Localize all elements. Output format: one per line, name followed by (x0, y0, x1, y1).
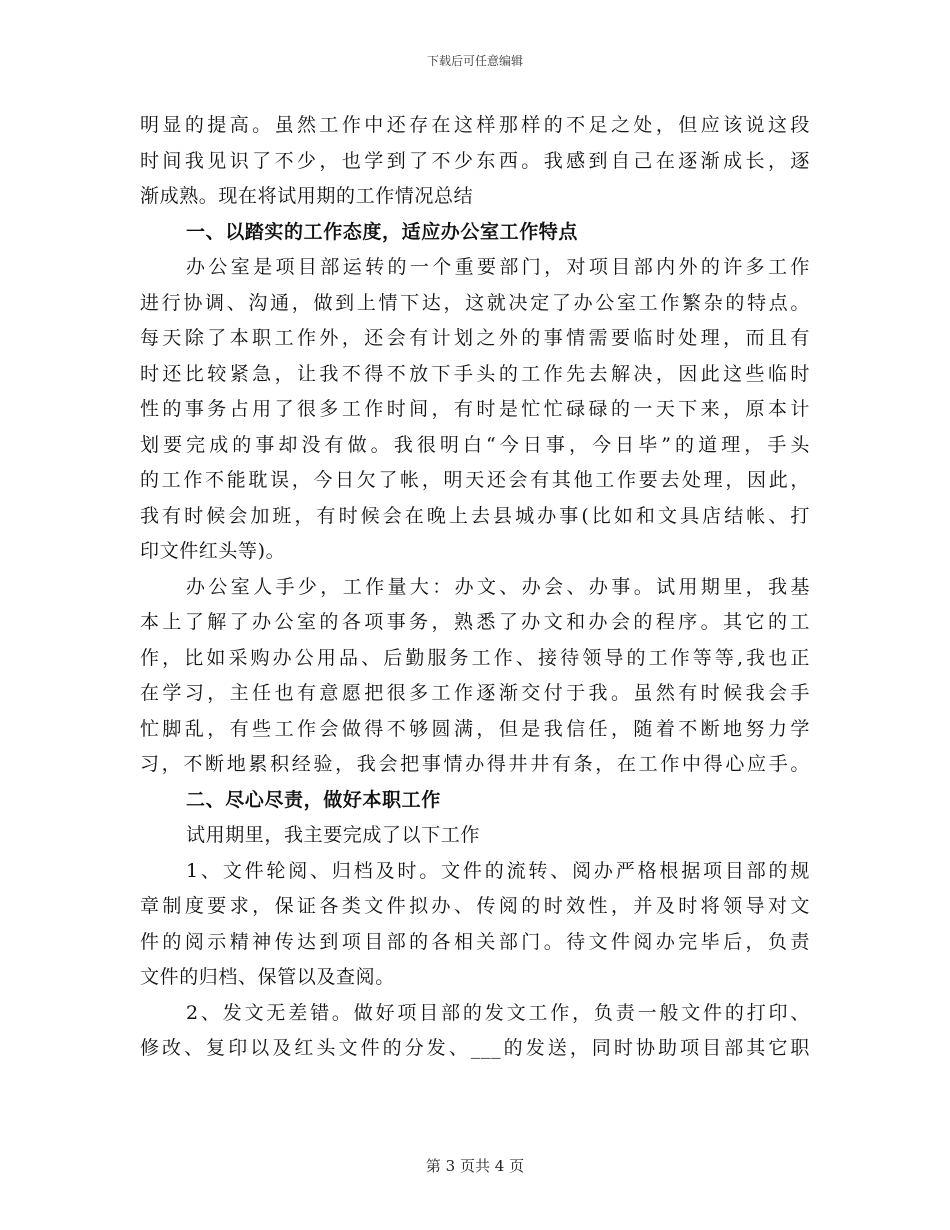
paragraph-line: 印文件红头等)。 (140, 540, 286, 562)
paragraph-line: 性的事务占用了很多工作时间，有时是忙忙碌碌的一天下来，原本计 (140, 398, 810, 420)
paragraph-line: 划要完成的事却没有做。我很明白“今日事，今日毕”的道理，手头 (140, 433, 810, 456)
body-text (140, 108, 810, 1067)
paragraph-line: 本上了解了办公室的各项事务，熟悉了办文和办会的程序。其它的工 (140, 611, 810, 633)
paragraph-line: 忙脚乱，有些工作会做得不够圆满，但是我信任，随着不断地努力学 (140, 717, 810, 740)
paragraph-line: 习，不断地累积经验，我会把事情办得井井有条，在工作中得心应手。 (140, 753, 810, 775)
paragraph-line: 2、发文无差错。做好项目部的发文工作，负责一般文件的打印、 (186, 1001, 810, 1024)
paragraph-line: 每天除了本职工作外，还会有计划之外的事情需要临时处理，而且有 (140, 327, 810, 349)
paragraph-line: 明显的提高。虽然工作中还存在这样那样的不足之处，但应该说这段 (140, 114, 810, 136)
paragraph-line: 文件的归档、保管以及查阅。 (140, 966, 395, 988)
page-footer: 第 3 页共 4 页 (425, 1157, 525, 1175)
paragraph-line: 作，比如采购办公用品、后勤服务工作、接待领导的工作等等,我也正 (140, 646, 810, 669)
paragraph-line: 章制度要求，保证各类文件拟办、传阅的时效性，并及时将领导对文 (140, 895, 810, 917)
section-heading: 二、尽心尽责，做好本职工作 (186, 788, 441, 811)
paragraph-line: 修改、复印以及红头文件的分发、___的发送，同时协助项目部其它职 (140, 1037, 810, 1059)
paragraph-line: 我有时候会加班，有时候会在晚上去县城办事(比如和文具店结帐、打 (140, 504, 810, 527)
paragraph-line: 试用期里，我主要完成了以下工作 (186, 824, 481, 846)
paragraph-line: 1、文件轮阅、归档及时。文件的流转、阅办严格根据项目部的规 (186, 859, 810, 882)
paragraph-line: 渐成熟。现在将试用期的工作情况总结 (140, 185, 474, 207)
paragraph-line: 时还比较紧急，让我不得不放下手头的工作先去解决，因此这些临时 (140, 362, 810, 385)
paragraph-line: 进行协调、沟通，做到上情下达，这就决定了办公室工作繁杂的特点。 (140, 291, 810, 314)
paragraph-line: 办公室人手少，工作量大：办文、办会、办事。试用期里，我基 (186, 575, 810, 598)
page-header: 下载后可任意编辑 (426, 54, 523, 68)
paragraph-line: 件的阅示精神传达到项目部的各相关部门。待文件阅办完毕后，负责 (140, 930, 810, 953)
paragraph-line: 的工作不能耽误，今日欠了帐，明天还会有其他工作要去处理，因此， (140, 469, 810, 491)
section-heading: 一、以踏实的工作态度，适应办公室工作特点 (186, 220, 579, 243)
paragraph-line: 办公室是项目部运转的一个重要部门，对项目部内外的许多工作 (186, 256, 810, 278)
paragraph-line: 在学习，主任也有意愿把很多工作逐渐交付于我。虽然有时候我会手 (140, 682, 810, 704)
paragraph-line: 时间我见识了不少，也学到了不少东西。我感到自己在逐渐成长，逐 (140, 149, 810, 172)
